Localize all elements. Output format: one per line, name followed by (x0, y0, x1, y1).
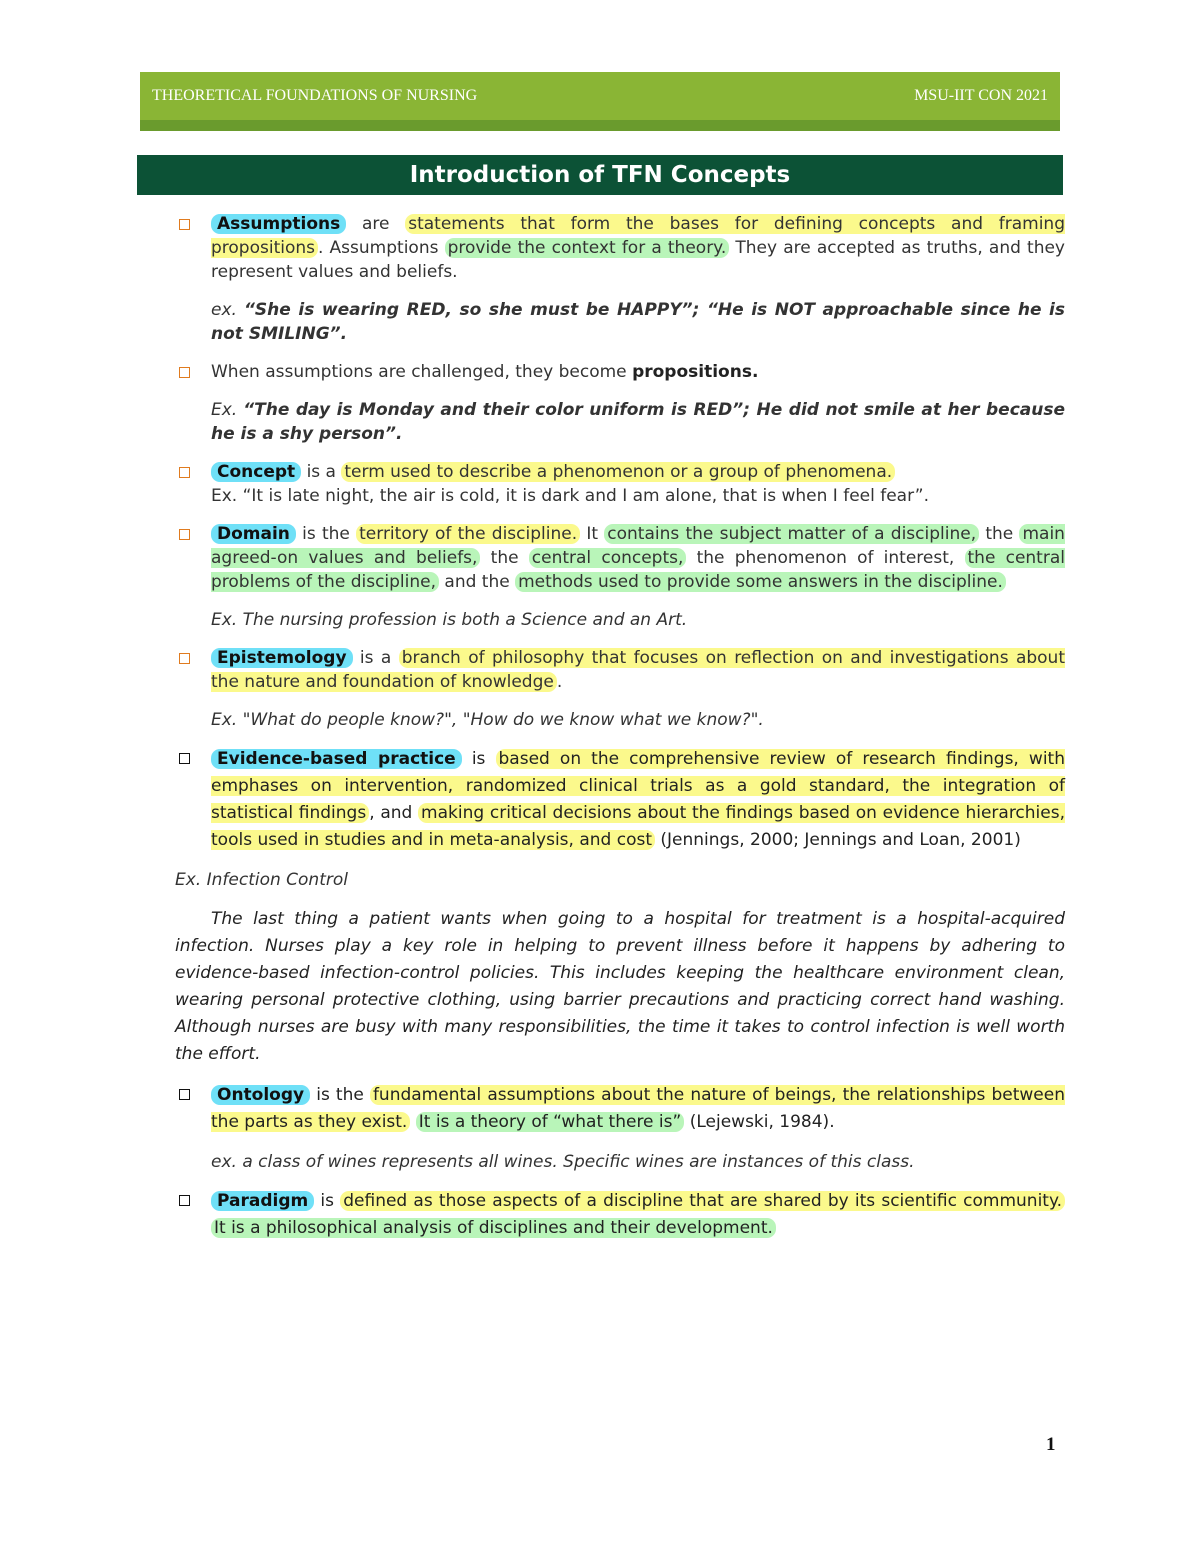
header-course-title: THEORETICAL FOUNDATIONS OF NURSING (152, 87, 478, 104)
ebp-example-paragraph: The last thing a patient wants when going to a hospital for treatment is a hospital-acquired infection. Nurses play a key role in helping to prevent illness before it happens by adhering to evidence-based infection-control policies. This includes keeping the healthcare environment clean, wearing personal protective clothing, using barrier precautions and practicing correct hand washing. Although nurses are busy with many responsibilities, the time it takes to control infection is well worth the effort. (175, 909, 1065, 1064)
highlight-yellow: term used to describe a phenomenon or a group of phenomena. (341, 462, 895, 482)
highlight-yellow: branch of philosophy that focuses on reflection on and investigations about the nature and foundation of knowledge (211, 648, 1065, 692)
term-ontology: Ontology (211, 1085, 310, 1105)
page-title: Introduction of TFN Concepts (137, 155, 1063, 195)
domain-definition: Domain is the territory of the discipline. It contains the subject matter of a discipline, the main agreed-on values and beliefs, the central concepts, the phenomenon of interest, the central problems of the discipline, and the methods used to provide some answers in the discipline. (211, 524, 1065, 592)
ebp-example-label: Ex. Infection Control (175, 870, 348, 890)
highlight-yellow: territory of the discipline. (356, 524, 580, 544)
highlight-yellow: defined as those aspects of a discipline that are shared by its scientific community. (340, 1191, 1065, 1211)
item-propositions (175, 360, 1065, 446)
item-paradigm (175, 1188, 1065, 1242)
checkbox-icon (179, 1195, 190, 1206)
checkbox-icon (179, 1089, 190, 1100)
highlight-yellow: based on the comprehensive review of research findings, with emphases on intervention, randomized clinical trials as a gold standard, the integration of statistical findings (211, 749, 1065, 823)
term-domain: Domain (211, 524, 296, 544)
highlight-green: It is a theory of “what there is” (416, 1112, 685, 1132)
highlight-yellow: fundamental assumptions about the nature of beings, the relationships between the parts as they exist. (211, 1085, 1065, 1132)
highlight-green: methods used to provide some answers in the discipline. (515, 572, 1006, 592)
epistemology-definition: Epistemology is a branch of philosophy that focuses on reflection on and investigations about the nature and foundation of knowledge . (211, 648, 1065, 692)
term-assumptions: Assumptions (211, 214, 346, 234)
highlight-yellow: making critical decisions about the findings based on evidence hierarchies, tools used in studies and in meta-analysis, and cost (211, 803, 1065, 850)
checkbox-icon (179, 753, 190, 764)
item-concept (175, 460, 1065, 508)
item-domain (175, 522, 1065, 632)
ontology-example: ex. a class of wines represents all wines. Specific wines are instances of this class. (211, 1152, 915, 1172)
highlight-green: It is a philosophical analysis of disciplines and their development. (211, 1218, 776, 1238)
epistemology-example: Ex. "What do people know?", "How do we know what we know?". (211, 710, 764, 730)
highlight-green: main agreed-on values and beliefs, (211, 524, 1065, 568)
ebp-definition: Evidence-based practice is based on the comprehensive review of research findings, with emphases on intervention, randomized clinical trials as a gold standard, the integration of statistical findings , and making critical decisions about the findings based on evidence hierarchies, tools used in studies and in meta-analysis, and cost (Jennings, 2000; Jennings and Loan, 2001) (211, 749, 1065, 850)
header-underline (140, 120, 1060, 131)
concept-example: Ex. “It is late night, the air is cold, it is dark and I am alone, that is when I feel fear”. (211, 486, 930, 506)
term-epistemology: Epistemology (211, 648, 353, 668)
ontology-definition: Ontology is the fundamental assumptions about the nature of beings, the relationships between the parts as they exist. It is a theory of “what there is” (Lejewski, 1984). (211, 1085, 1065, 1132)
highlight-yellow: statements that form the bases for defining concepts and framing propositions (211, 214, 1065, 258)
item-ontology (175, 1082, 1065, 1174)
paradigm-definition: Paradigm is defined as those aspects of a discipline that are shared by its scientific community. It is a philosophical analysis of disciplines and their development. (211, 1188, 1065, 1242)
checkbox-icon (179, 367, 190, 378)
propositions-definition: When assumptions are challenged, they become propositions. (211, 362, 759, 382)
assumptions-definition: Assumptions are statements that form the bases for defining concepts and framing propositions . Assumptions provide the context for a theory. They are accepted as truths, and they represent values and beliefs. (211, 214, 1065, 282)
checkbox-icon (179, 529, 190, 540)
highlight-green: the central problems of the discipline, (211, 548, 1065, 592)
item-assumptions (175, 212, 1065, 346)
checkbox-icon (179, 467, 190, 478)
highlight-green: provide the context for a theory. (445, 238, 730, 258)
highlight-green: contains the subject matter of a discipline, (604, 524, 979, 544)
item-epistemology (175, 646, 1065, 732)
running-header (140, 72, 1060, 120)
assumptions-example: ex. “She is wearing RED, so she must be HAPPY”; “He is NOT approachable since he is not SMILING”. (211, 300, 1065, 344)
term-concept: Concept (211, 462, 301, 482)
concept-definition: Concept is a term used to describe a phenomenon or a group of phenomena. (211, 460, 1065, 484)
term-paradigm: Paradigm (211, 1191, 314, 1211)
term-propositions: propositions. (632, 362, 759, 382)
page-number: 1 (1046, 1434, 1056, 1455)
checkbox-icon (179, 653, 190, 664)
header-institution: MSU-IIT CON 2021 (914, 87, 1048, 104)
propositions-example: Ex. “The day is Monday and their color uniform is RED”; He did not smile at her because he is a shy person”. (211, 400, 1066, 444)
item-evidence-based-practice (175, 746, 1065, 854)
term-evidence-based-practice: Evidence-based practice (211, 749, 462, 769)
domain-example: Ex. The nursing profession is both a Science and an Art. (211, 610, 688, 630)
checkbox-icon (179, 219, 190, 230)
concept-list (175, 212, 1065, 1256)
highlight-green: central concepts, (529, 548, 687, 568)
